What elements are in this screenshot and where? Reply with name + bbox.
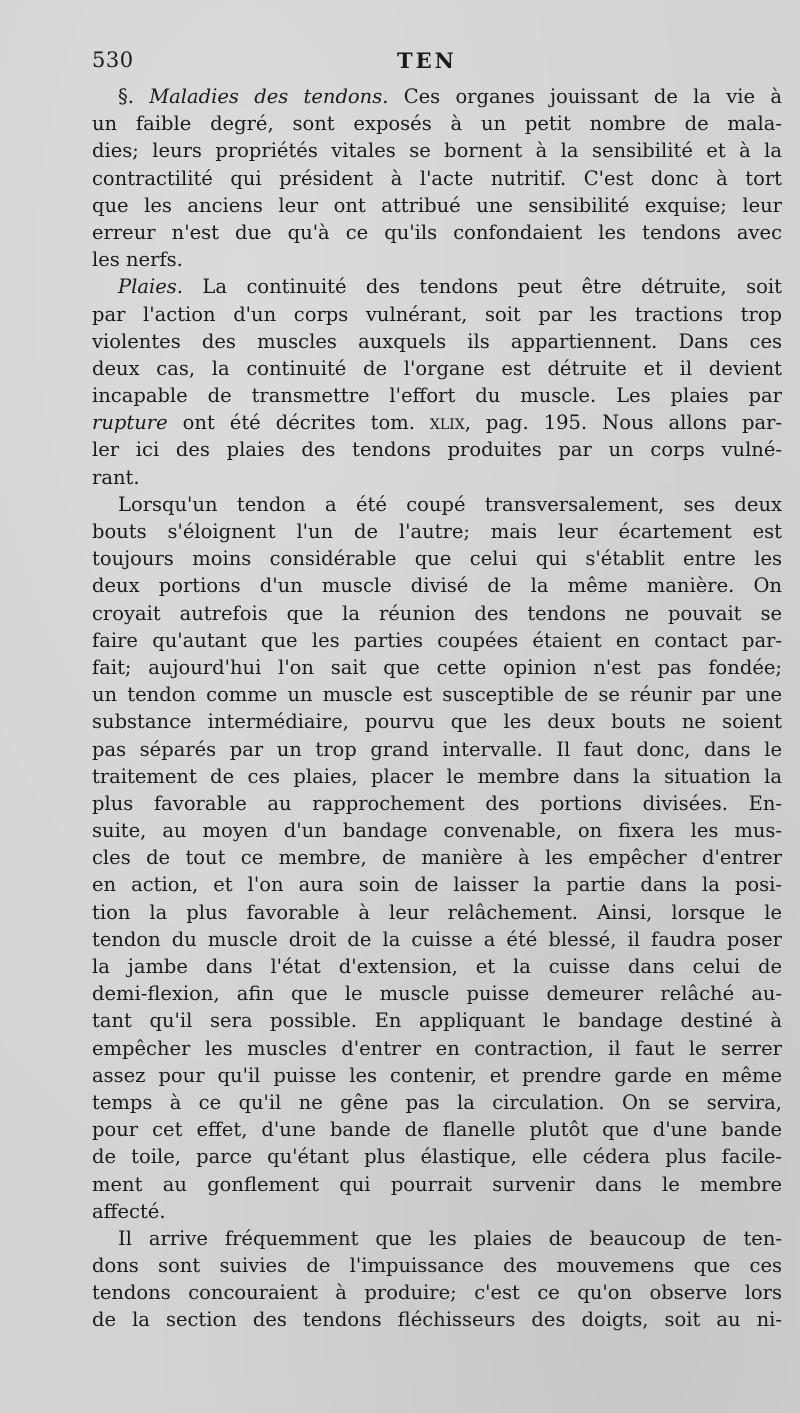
text-run: dies; leurs propriétés vitales se bornent à la sensibilité et à la: [92, 139, 782, 163]
text-run: que les anciens leur ont attribué une sensibilité exquise; leur: [92, 193, 782, 217]
text-run: demi-flexion, afin que le muscle puisse demeurer relâché au-: [92, 982, 782, 1006]
text-line: [92, 1306, 782, 1333]
text-run: tendon du muscle droit de la cuisse a été blessé, il faudra poser: [92, 927, 782, 951]
text-line: [92, 817, 782, 844]
text-line: [92, 1035, 782, 1062]
text-line: [92, 165, 782, 192]
text-run: les nerfs.: [92, 248, 183, 272]
text-run: par l'action d'un corps vulnérant, soit par les tractions trop: [92, 302, 782, 326]
text-run: temps à ce qu'il ne gêne pas la circulation. On se servira,: [92, 1090, 782, 1114]
text-run: rant.: [92, 465, 140, 489]
text-run: toujours moins considérable que celui qui s'établit entre les: [92, 547, 782, 571]
text-run: dons sont suivies de l'impuissance des mouvemens que ces: [92, 1254, 782, 1278]
text-line: [92, 736, 782, 763]
text-run: ler ici des plaies des tendons produites par un corps vulné-: [92, 438, 782, 462]
small-caps-run: xlix: [429, 411, 465, 435]
text-line: [92, 844, 782, 871]
text-run: substance intermédiaire, pourvu que les deux bouts ne soient: [92, 710, 782, 734]
text-run: de toile, parce qu'étant plus élastique, elle cédera plus facile-: [92, 1145, 782, 1169]
text-run: croyait autrefois que la réunion des tendons ne pouvait se: [92, 601, 782, 625]
text-line: [92, 654, 782, 681]
text-run: La continuité des tendons peut être détruite, soit: [182, 275, 782, 299]
text-run: de la section des tendons fléchisseurs des doigts, soit au ni-: [92, 1308, 782, 1332]
text-line: [92, 1198, 782, 1225]
italic-run: rupture: [92, 411, 168, 435]
text-run: un tendon comme un muscle est susceptible de se réunir par une: [92, 683, 782, 707]
text-run: deux cas, la continuité de l'organe est détruite et il devient: [92, 356, 782, 380]
text-run: Lorsqu'un tendon a été coupé transversalement, ses deux: [118, 492, 782, 516]
text-run: tendons concouraient à produire; c'est ce qu'on observe lors: [92, 1281, 782, 1305]
text-run: traitement de ces plaies, placer le membre dans la situation la: [92, 764, 782, 788]
text-line: [92, 763, 782, 790]
text-run: erreur n'est due qu'à ce qu'ils confondaient les tendons avec: [92, 220, 782, 244]
text-line: [92, 491, 782, 518]
text-run: pour cet effet, d'une bande de flanelle plutôt que d'une bande: [92, 1118, 782, 1142]
text-line: [92, 1171, 782, 1198]
text-line: [92, 436, 782, 463]
text-run: empêcher les muscles d'entrer en contraction, il faut le serrer: [92, 1036, 782, 1060]
text-line: [92, 545, 782, 572]
text-line: [92, 1062, 782, 1089]
text-run: contractilité qui président à l'acte nutritif. C'est donc à tort: [92, 166, 782, 190]
text-run: plus favorable au rapprochement des portions divisées. En-: [92, 791, 782, 815]
italic-run: Plaies.: [118, 275, 183, 299]
text-run: tant qu'il sera possible. En appliquant le bandage destiné à: [92, 1009, 782, 1033]
text-run: Il arrive fréquemment que les plaies de beaucoup de ten-: [118, 1226, 782, 1250]
text-line: [92, 110, 782, 137]
text-line: [92, 382, 782, 409]
text-line: [92, 790, 782, 817]
text-line: [92, 1116, 782, 1143]
italic-run: Maladies des tendons.: [149, 85, 389, 108]
text-line: [92, 246, 782, 273]
text-run: affecté.: [92, 1199, 166, 1223]
text-line: [92, 1143, 782, 1170]
text-line: [92, 1252, 782, 1279]
text-line: [92, 708, 782, 735]
text-run: incapable de transmettre l'effort du muscle. Les plaies par: [92, 384, 782, 408]
text-line: [92, 681, 782, 708]
text-line: [92, 899, 782, 926]
text-run: bouts s'éloignent l'un de l'autre; mais leur écartement est: [92, 520, 782, 543]
text-line: [92, 83, 782, 110]
text-run: ment au gonflement qui pourrait survenir dans le membre: [92, 1172, 782, 1196]
body-text: [92, 83, 782, 1334]
text-line: [92, 953, 782, 980]
text-run: en action, et l'on aura soin de laisser la partie dans la posi-: [92, 873, 782, 897]
text-line: [92, 600, 782, 627]
text-line: [92, 1007, 782, 1034]
text-line: [92, 301, 782, 328]
text-run: , pag. 195. Nous allons par-: [464, 411, 782, 435]
text-run: un faible degré, sont exposés à un petit nombre de mala-: [92, 112, 782, 136]
text-run: Ces organes jouissant de la vie à: [388, 85, 782, 108]
text-run: cles de tout ce membre, de manière à les empêcher d'entrer: [92, 846, 782, 870]
text-run: faire qu'autant que les parties coupées étaient en contact par-: [92, 628, 782, 652]
text-run: tion la plus favorable à leur relâchement. Ainsi, lorsque le: [92, 900, 782, 924]
text-line: [92, 219, 782, 246]
text-run: assez pour qu'il puisse les contenir, et prendre garde en même: [92, 1063, 782, 1087]
text-line: [92, 192, 782, 219]
text-line: [92, 518, 782, 545]
text-line: [92, 355, 782, 382]
text-line: [92, 926, 782, 953]
text-line: [92, 871, 782, 898]
text-run: suite, au moyen d'un bandage convenable, on fixera les mus-: [92, 819, 782, 843]
text-line: [92, 980, 782, 1007]
text-line: [92, 627, 782, 654]
text-line: [92, 464, 782, 491]
text-line: [92, 328, 782, 355]
text-run: pas séparés par un trop grand intervalle. Il faut donc, dans le: [92, 737, 782, 761]
text-line: [92, 137, 782, 164]
text-line: [92, 1279, 782, 1306]
text-run: violentes des muscles auxquels ils appartiennent. Dans ces: [92, 329, 782, 353]
text-run: fait; aujourd'hui l'on sait que cette opinion n'est pas fondée;: [92, 655, 782, 679]
text-line: [92, 1225, 782, 1252]
text-line: [92, 409, 782, 436]
text-line: [92, 572, 782, 599]
running-head: [92, 48, 780, 78]
text-line: [92, 273, 782, 300]
text-line: [92, 1089, 782, 1116]
running-head-title: TEN: [397, 48, 457, 73]
text-run: la jambe dans l'état d'extension, et la cuisse dans celui de: [92, 955, 782, 978]
text-run: deux portions d'un muscle divisé de la même manière. On: [92, 574, 782, 598]
page-number: 530: [92, 48, 134, 72]
text-run: ont été décrites tom.: [167, 411, 430, 435]
text-run: §.: [118, 85, 150, 108]
